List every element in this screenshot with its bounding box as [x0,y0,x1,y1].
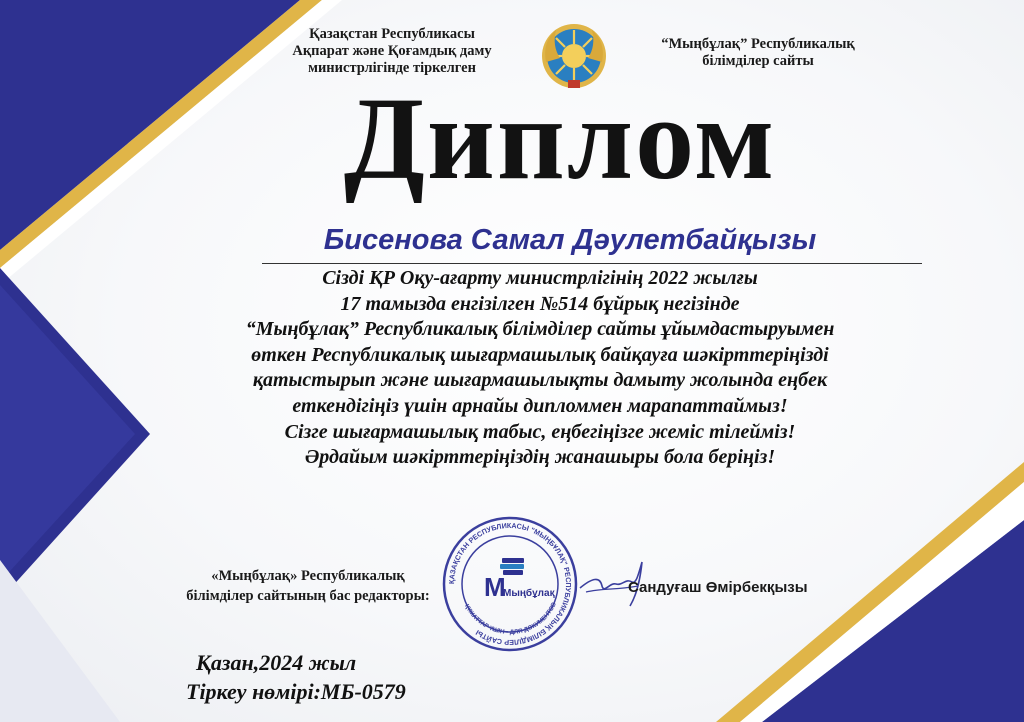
editor-line: «Мыңбұлақ» Республикалық [211,568,405,584]
editor-line: білімділер сайтының бас редакторы: [186,588,430,604]
registration-number: Тіркеу нөмірі:МБ-0579 [186,679,406,704]
award-text-line: Сізді ҚР Оқу-ағарту министрлігінің 2022 жылғы [322,267,758,289]
award-text-line: еткендігіңіз үшін арнайы дипломмен марапаттаймыз! [292,394,788,417]
award-text-line: 17 тамызда енгізілген №514 бұйрық негізінде [340,292,740,315]
site-header [628,36,888,70]
award-text-line: Әрдайым шәкірттеріңіздің жанашыры бола беріңіз! [304,446,776,469]
registration-header [262,26,522,77]
official-stamp [440,514,580,654]
svg-text:ҚАЗАҚСТАН РЕСПУБЛИКАСЫ "МЫҢБҰЛ [447,521,573,647]
award-text-line: “Мыңбұлақ” Республикалық білімділер сайты ұйымдастыруымен [245,318,835,341]
stamp-logo-text: Мыңбұлақ [503,588,555,599]
header-left-line: Қазақстан Республикасы [309,26,475,42]
award-text [180,266,900,471]
editor-name: Сандуғаш Өмірбекқызы [628,579,808,596]
diploma-title: Диплом [343,73,777,204]
award-text-line: Сізге шығармашылық табыс, еңбегіңізге жеміс тілейміз! [284,420,796,443]
svg-text:М: М [484,572,506,602]
header-left-line: Ақпарат және Қоғамдық даму [292,43,492,59]
header-right-line: “Мыңбұлақ” Республикалық [661,36,855,52]
recipient-underline [262,263,922,264]
place-and-year: Қазан,2024 жыл [196,650,357,675]
award-text-line: қатыстырып және шығармашылықты дамыту жолында еңбек [252,369,828,392]
editor-caption [164,566,452,606]
stamp-bottom-text: ҚҰЖАТТАР ҮШІН • ДЛЯ ДОКУМЕНТОВ [463,601,558,637]
stamp-ring-text: ҚАЗАҚСТАН РЕСПУБЛИКАСЫ "МЫҢБҰЛАҚ" РЕСПУБЛИКАЛЫҚ БІЛІМДІЛЕР САЙТЫ [446,520,574,648]
recipient-name: Бисенова Самал Дәулетбайқызы [323,224,817,256]
header-left-line: министрлігінде тіркелген [308,60,476,76]
header-right-line: білімділер сайты [702,53,814,69]
award-text-line: өткен Республикалық шығармашылық байқауға шәкірттеріңізді [251,343,829,366]
